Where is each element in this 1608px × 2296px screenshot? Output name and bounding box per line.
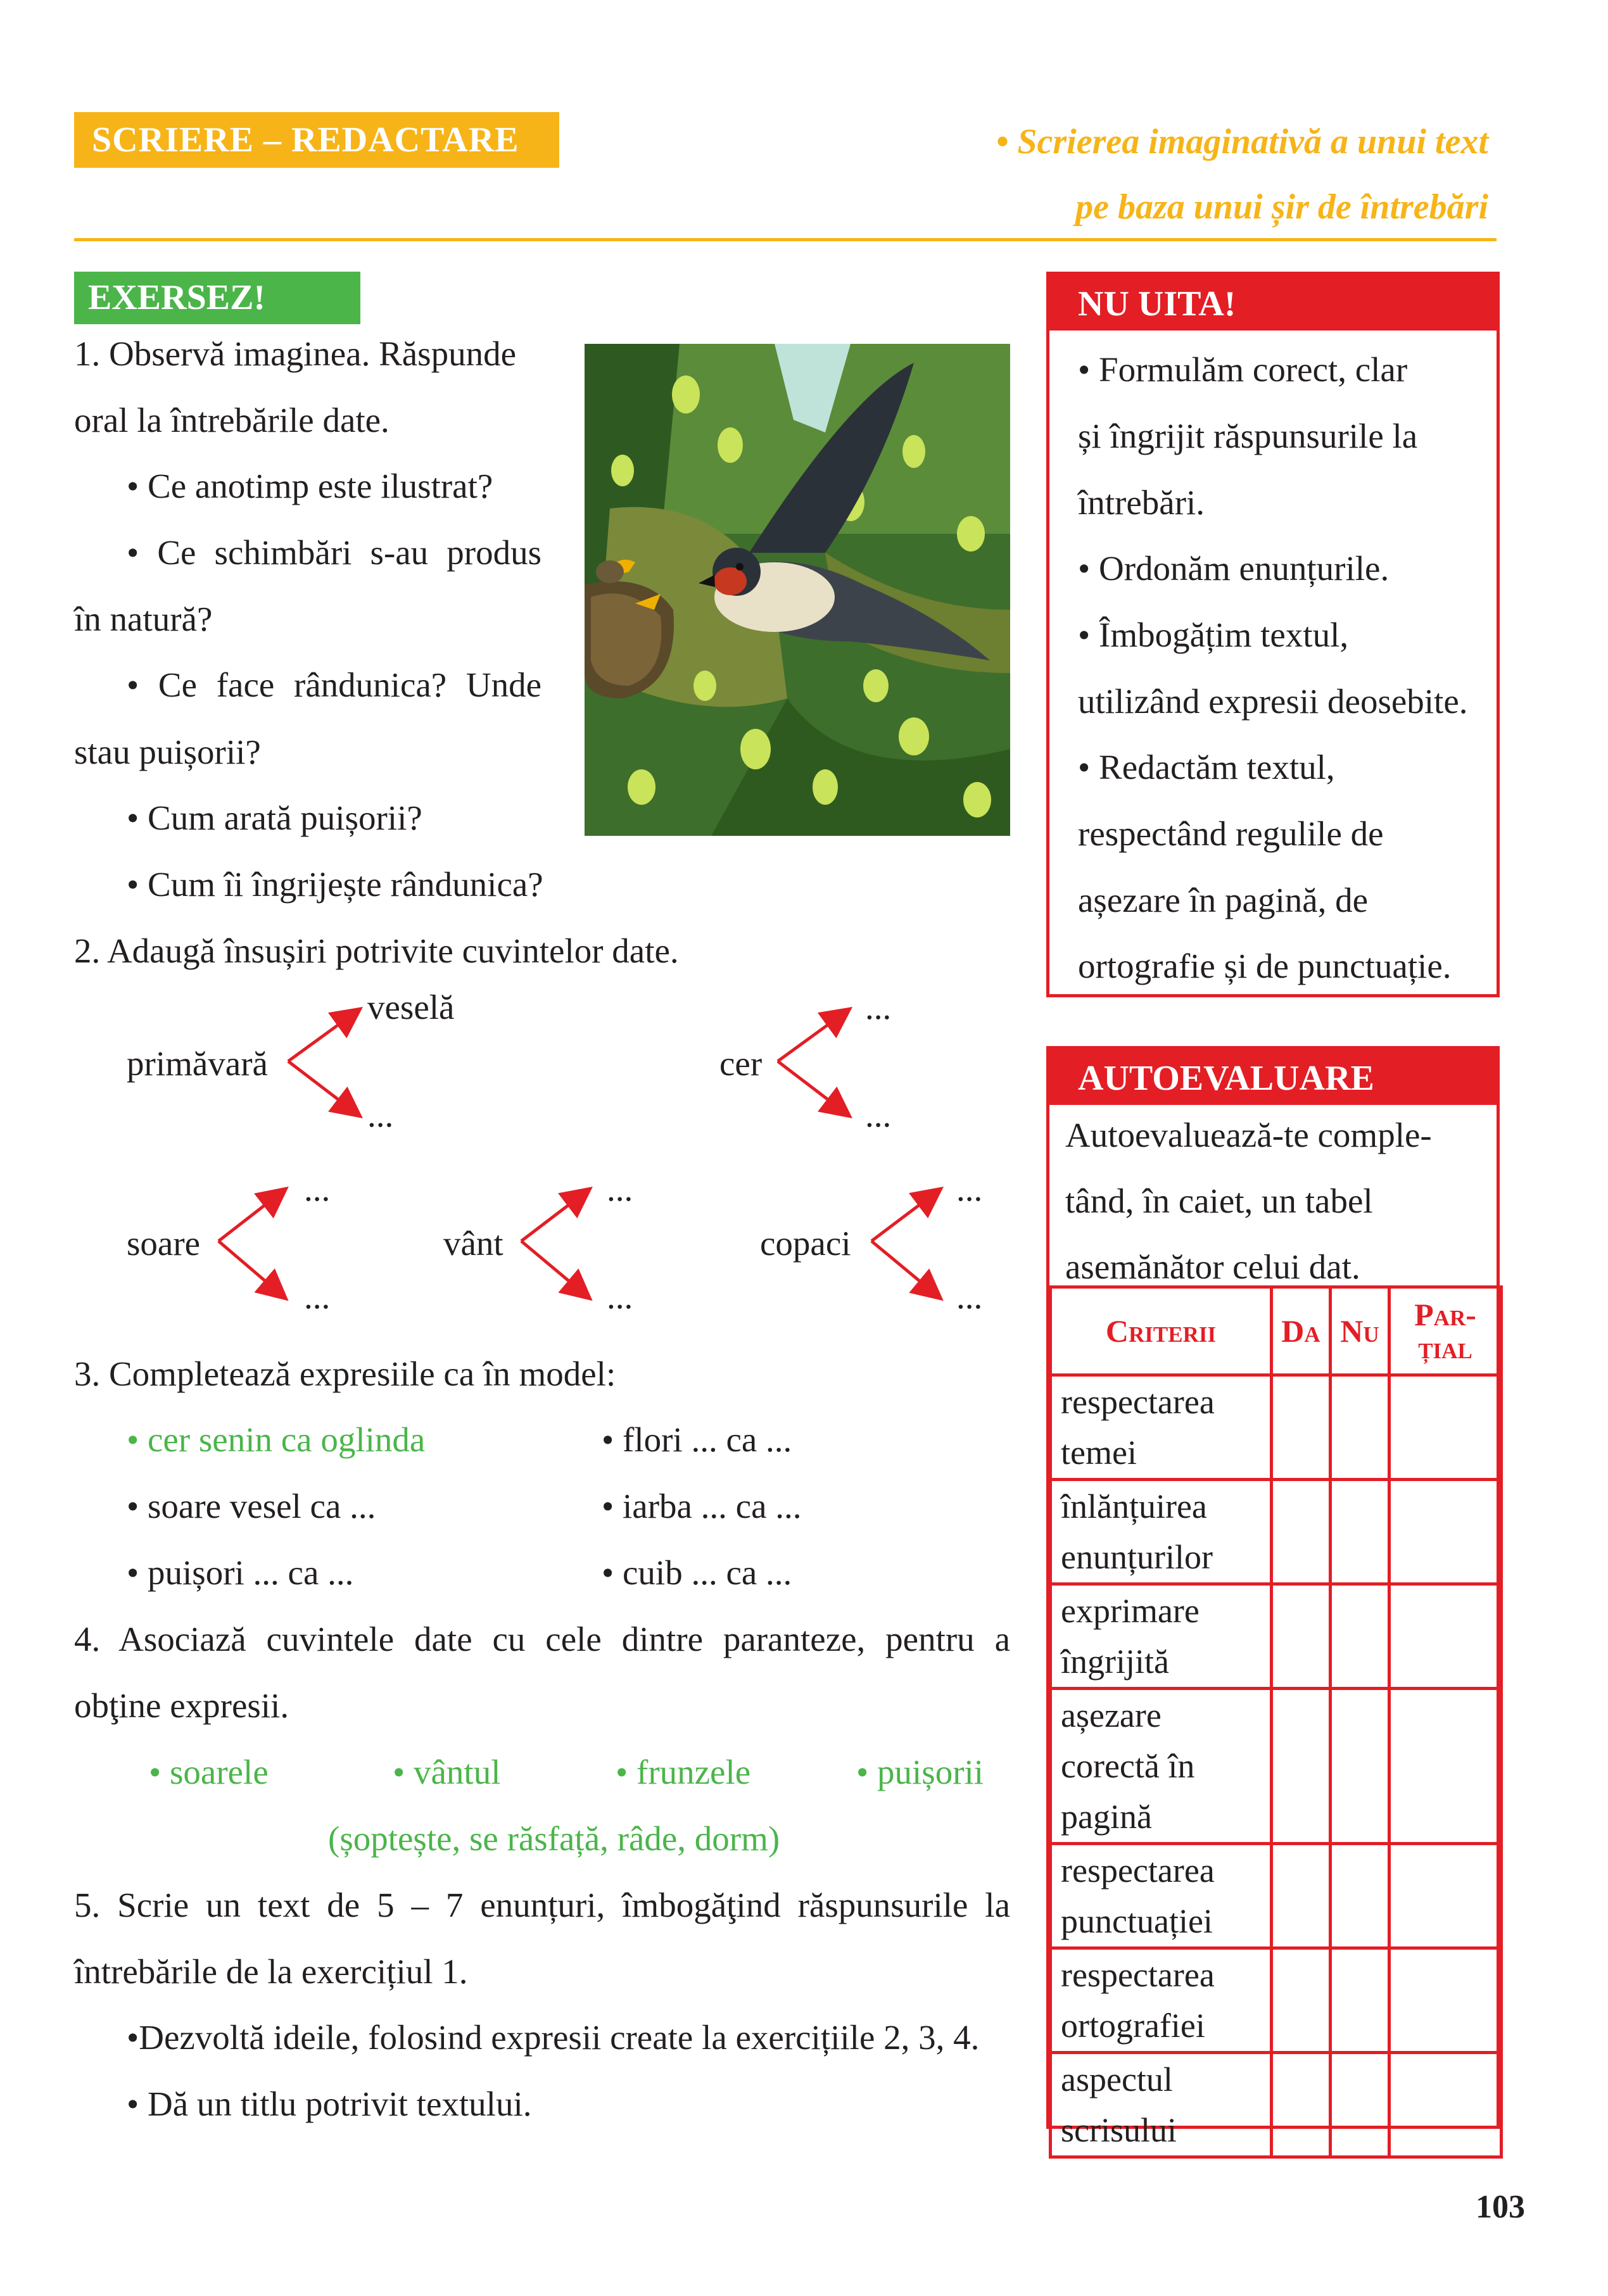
ex5-bullet: • Dă un titlu potrivit textului.	[127, 2085, 532, 2123]
check-da	[1272, 1584, 1331, 1689]
table-header-row	[1051, 1287, 1502, 1375]
check-nu	[1331, 2053, 1390, 2157]
col-partial-line2: țial	[1418, 1330, 1472, 1365]
table-row	[1051, 1689, 1502, 1844]
ex2-attribute: ...	[607, 1277, 633, 1316]
table-row	[1051, 1480, 1502, 1584]
criteria-table	[1049, 1285, 1503, 2159]
nu-uita-box	[1046, 272, 1500, 997]
nu-uita-line: utilizând expresii deosebite.	[1078, 682, 1468, 721]
ex4-instruction-line2: obţine expresii.	[74, 1686, 289, 1725]
ex1-question: • Ce schimbări s-au produs	[127, 533, 541, 572]
criterion-cell: așezare corectă în pagină	[1051, 1689, 1272, 1844]
check-nu	[1331, 1844, 1390, 1948]
nu-uita-title: NU UITA!	[1049, 275, 1497, 331]
ex2-word: soare	[127, 1224, 201, 1263]
ex2-attribute: ...	[607, 1170, 633, 1208]
exersez-badge: EXERSEZ!	[74, 272, 360, 324]
criterion-cell: respectarea ortografiei	[1051, 1948, 1272, 2053]
nu-uita-line: ortografie și de punctuație.	[1078, 947, 1452, 985]
ex4-options: (șoptește, se răsfață, râde, dorm)	[328, 1819, 780, 1858]
nu-uita-line: • Redactăm textul,	[1078, 748, 1335, 786]
col-nu: Nu	[1331, 1287, 1390, 1375]
autoevaluare-line: Autoevaluează-te comple-	[1065, 1116, 1432, 1154]
criterion-cell: respectarea temei	[1051, 1375, 1272, 1480]
check-da	[1272, 1948, 1331, 2053]
ex3-item: • cuib ... ca ...	[602, 1553, 792, 1592]
table-row	[1051, 1584, 1502, 1689]
nu-uita-line: și îngrijit răspunsurile la	[1078, 417, 1418, 455]
ex4-word: • puișorii	[856, 1753, 984, 1791]
check-partial	[1390, 1375, 1502, 1480]
ex1-question-cont: stau puișorii?	[74, 733, 261, 771]
ex1-question: • Cum îi îngrijește rândunica?	[127, 865, 543, 904]
autoevaluare-line: asemănător celui dat.	[1065, 1247, 1360, 1286]
ex2-attribute: ...	[865, 988, 892, 1026]
ex1-instruction-line2: oral la întrebările date.	[74, 401, 389, 439]
ex2-word: vânt	[443, 1224, 503, 1263]
ex3-item: • flori ... ca ...	[602, 1420, 792, 1459]
criterion-cell: respectarea punctuației	[1051, 1844, 1272, 1948]
check-partial	[1390, 1948, 1502, 2053]
check-da	[1272, 1844, 1331, 1948]
ex4-instruction-line1: 4. Asociază cuvintele date cu cele dintre paranteze, pentru a	[74, 1620, 1010, 1658]
ex2-arrows	[0, 0, 1077, 1330]
header-subtitle-line2: pe baza unui șir de întrebări	[1075, 187, 1488, 227]
check-nu	[1331, 1948, 1390, 2053]
ex2-attribute: ...	[956, 1277, 983, 1316]
check-da	[1272, 1375, 1331, 1480]
ex4-word: • frunzele	[616, 1753, 751, 1791]
check-partial	[1390, 1584, 1502, 1689]
check-nu	[1331, 1584, 1390, 1689]
col-da: Da	[1272, 1287, 1331, 1375]
ex1-instruction-line1: 1. Observă imaginea. Răspunde	[74, 334, 517, 373]
header-subtitle-line1: • Scrierea imaginativă a unui text	[996, 122, 1488, 161]
nu-uita-line: • Formulăm corect, clar	[1078, 350, 1408, 389]
nu-uita-line: • Îmbogățim textul,	[1078, 615, 1349, 654]
check-partial	[1390, 1689, 1502, 1844]
nu-uita-line: • Ordonăm enunțurile.	[1078, 549, 1390, 588]
col-partial	[1390, 1287, 1502, 1375]
col-partial-line1: Par-	[1414, 1296, 1476, 1332]
page-number: 103	[1476, 2189, 1525, 2225]
ex1-question: • Cum arată puișorii?	[127, 798, 422, 837]
ex1-question: • Ce anotimp este ilustrat?	[127, 467, 493, 505]
check-partial	[1390, 1844, 1502, 1948]
criterion-cell: aspectul scrisului	[1051, 2053, 1272, 2157]
check-partial	[1390, 1480, 1502, 1584]
nu-uita-line: respectând regulile de	[1078, 814, 1384, 853]
check-da	[1272, 1480, 1331, 1584]
ex2-word: copaci	[760, 1224, 851, 1263]
ex3-item: • iarba ... ca ...	[602, 1487, 802, 1525]
table-row	[1051, 1375, 1502, 1480]
autoevaluare-title: AUTOEVALUARE	[1049, 1049, 1497, 1105]
ex5-instruction-line1: 5. Scrie un text de 5 – 7 enunțuri, îmbogăţind răspunsurile la	[74, 1886, 1010, 1924]
ex3-item: • soare vesel ca ...	[127, 1487, 376, 1525]
ex5-instruction-line2: întrebările de la exercițiul 1.	[74, 1952, 468, 1991]
nu-uita-line: întrebări.	[1078, 483, 1205, 522]
ex2-word: cer	[719, 1044, 763, 1083]
ex3-model: • cer senin ca oglinda	[127, 1420, 426, 1459]
ex3-instruction: 3. Completează expresiile ca în model:	[74, 1354, 616, 1393]
col-criterii: Criterii	[1051, 1287, 1272, 1375]
ex2-attribute: ...	[367, 1095, 394, 1134]
ex2-word: primăvară	[127, 1044, 268, 1083]
check-nu	[1331, 1375, 1390, 1480]
ex2-instruction: 2. Adaugă însușiri potrivite cuvintelor date.	[74, 931, 679, 970]
check-partial	[1390, 2053, 1502, 2157]
criterion-cell: exprimare îngrijită	[1051, 1584, 1272, 1689]
autoevaluare-line: tând, în caiet, un tabel	[1065, 1182, 1373, 1220]
section-badge: SCRIERE – REDACTARE	[74, 112, 559, 168]
check-nu	[1331, 1689, 1390, 1844]
ex2-attribute: ...	[865, 1095, 892, 1134]
ex1-question: • Ce face rândunica? Unde	[127, 665, 541, 704]
ex4-word: • soarele	[149, 1753, 269, 1791]
ex2-attribute: ...	[956, 1170, 983, 1208]
check-nu	[1331, 1480, 1390, 1584]
ex4-word: • vântul	[393, 1753, 501, 1791]
ex2-attribute: ...	[304, 1277, 331, 1316]
table-row	[1051, 1948, 1502, 2053]
ex2-attribute: veselă	[367, 988, 455, 1026]
table-row	[1051, 1844, 1502, 1948]
table-row	[1051, 2053, 1502, 2157]
ex3-item: • puișori ... ca ...	[127, 1553, 354, 1592]
check-da	[1272, 1689, 1331, 1844]
ex5-bullet: •Dezvoltă ideile, folosind expresii create la exercițiile 2, 3, 4.	[127, 2018, 980, 2057]
ex2-attribute: ...	[304, 1170, 331, 1208]
ex1-question-cont: în natură?	[74, 600, 213, 638]
criterion-cell: înlănțuirea enunțurilor	[1051, 1480, 1272, 1584]
check-da	[1272, 2053, 1331, 2157]
nu-uita-line: așezare în pagină, de	[1078, 881, 1369, 919]
